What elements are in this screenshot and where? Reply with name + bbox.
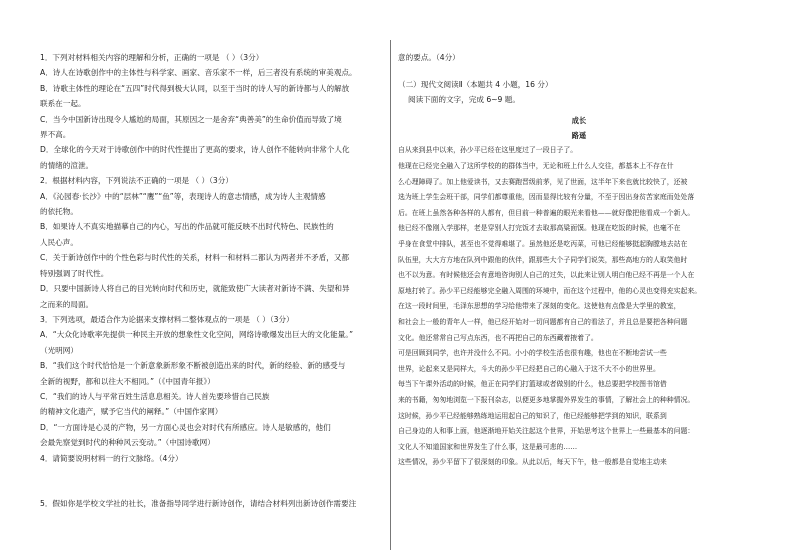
story-author: 路遥 (571, 131, 587, 141)
question-1-stem: 1．下列对材料相关内容的理解和分析，正确的一项是 （ ）（3分） (40, 53, 264, 62)
question-3-stem: 3．下列选项，最适合作为论据来支撑材料二整体观点的一项是 （ ）（3分） (40, 314, 294, 324)
question-1-option-b: B．诗歌主体性的理论在“五四”时代得到极大认同，以至于当时的诗人写的新诗都与人的解放 (40, 83, 350, 93)
story-line: 和社会上一般的青年人一样，他已经开始对一切问题都有自己的看法了，并且总是要把各种问题 (398, 317, 688, 326)
story-line: 自己身边的人和事上面，他逐渐地开始关注起这个世界，开始思考这个世界上一些最基本的问题： (398, 427, 695, 436)
story-line: 世界，论起来又是同样大，斗大的孙少平已经把自己的心融入于这不大不小的世界里。 (398, 364, 660, 373)
question-1-option-c-cont: 界不高。 (40, 130, 71, 140)
story-line: 么心理障碍了。加上他爱读书，又去赛跑晋级前茅，见了世面，这半年下来也就比较快了，还被 (398, 177, 688, 186)
question-3-option-a: A．“大众化诗歌率先提供一种民主开放的想象性文化空间，网络诗歌爆发出巨大的文化能量。” (40, 330, 354, 340)
question-3-option-d-cont: 会最先察觉到时代的种种风云变动。”（中国诗歌网） (40, 438, 215, 448)
question-3-option-c-cont: 的精神文化遗产，赋予它当代的阐释。”（中国作家网） (40, 407, 223, 417)
story-line: 乎身在食堂中排队，甚至也不觉得难堪了。虽然他还是吃丙菜，可他已经能够挺起胸膛地去站在 (398, 239, 688, 248)
question-3-option-b-cont: 全新的视野，都和以往大不相同。”（《中国青年报》） (40, 376, 215, 386)
story-line: 来的书籍，匆匆地浏览一下报刊杂志，以便更多地掌握外界发生的事情，了解社会上的种种情况。 (398, 395, 695, 404)
question-4-stem: 4．请简要说明材料一的行文脉络。（4分） (40, 453, 183, 463)
story-line: 这时候，孙少平已经能够熟练地运用起自己的知识了，他已经能够把学到的知识，联系到 (398, 411, 667, 420)
story-paragraph: 自从来到县中以来，孙少平已经在这里度过了一段日子了。 (398, 146, 578, 155)
answer-space-4 (40, 466, 382, 496)
story-line: 文化人不知道国家和世界发生了什么事，这是最可悲的…… (398, 442, 578, 451)
story-line: 原地打转了。孙少平已经能够完全融入周围的环境中，而在这个过程中，他的心灵也变得充实起来。 (398, 286, 702, 295)
question-3-option-d: D．“一方面诗是心灵的产物，另一方面心灵也会对时代有所感应。诗人是敏感的，他们 (40, 422, 331, 432)
question-2-option-b: B．如果诗人不真实地描摹自己的内心，写出的作品就可能反映不出时代特色、民族性的 (40, 222, 334, 232)
question-2-option-c: C．关于新诗创作中的个性色彩与时代性的关系，材料一和材料二都认为两者并不矛盾，又都 (40, 253, 350, 263)
story-line: 文化。他还常常自己写点东西，也不再把自己的东西藏着掖着了。 (398, 333, 598, 342)
question-3-option-c: C．“我们的诗人与平常百姓生活息息相关。诗人首先要珍惜自己民族 (40, 391, 270, 401)
question-1-option-b-cont: 联系在一起。 (40, 99, 86, 109)
story-line: 可是回顾到同学，也许并没什么不同。小小的学校生活也很有趣，他也在不断地尝试一些 (398, 349, 667, 358)
story-line: 他已经不像刚入学那样，老是穿别人打完饭才去取那高粱面馍。他现在吃饭的时候，也毫不在 (398, 224, 681, 233)
question-1-option-d: D．全球化的今天对于诗歌创作中的时代性提出了更高的要求，诗人创作不能转向非常个人化 (40, 145, 350, 155)
question-3-option-a-cont: （光明网） (40, 345, 78, 355)
question-2-option-a: A．《沁园春·长沙》中的“层林”“鹰”“鱼”等，表现诗人的意志情感，成为诗人主观情感 (40, 191, 326, 201)
question-2-option-c-cont: 特别强调了时代性。 (40, 268, 109, 278)
question-2-option-d-cont: 之而来的局面。 (40, 299, 94, 309)
story-line: 也不以为意。有时候他还会有意地咨询别人自己的过失，以此来让别人明白他已经不再是一个人在 (398, 271, 695, 280)
question-1-option-c: C．当今中国新诗出现令人尴尬的局面，其原因之一是舍弃“典善美”的生命价值而导致了境 (40, 114, 342, 124)
right-column (398, 50, 760, 471)
answer-space-5 (398, 65, 760, 77)
story-line: 每当下午课外活动的时候，他正在同学们打篮球或者做别的什么，他总要把学校图书馆借 (398, 380, 667, 389)
question-2-stem: 2．根据材料内容，下列说法不正确的一项是 （ ）（3分） (40, 176, 233, 186)
story-line: 这些情况，孙少平留下了很深刻的印象。从此以后，每天下午，他一般都是自觉地主动来 (398, 458, 667, 467)
question-2-option-a-cont: 的依托物。 (40, 207, 78, 217)
question-1-option-d-cont: 的情绪的渲泄。 (40, 160, 94, 170)
question-1-option-a: A．诗人在诗歌创作中的主体性与科学家、画家、音乐家不一样，后三者没有系统的审美观点。 (40, 68, 357, 78)
question-2-option-d: D．只要中国新诗人将自己的目光转向时代和历史，就能致使广大读者对新诗不满、失望和异 (40, 284, 350, 294)
story-line: 队伍里，大大方方地在队列中跟他的伙伴，跟那些大个子同学们说笑，那些高地方的人取笑他时 (398, 255, 688, 264)
question-5-stem: 5．假如你是学校文学社的社长，准备指导同学进行新诗创作，请结合材料列出新诗创作需要注 (40, 498, 357, 508)
column-divider (390, 40, 391, 550)
story-line: 在这一段时间里，毛泽东思想的学习给他带来了深刻的变化。这使他有点像是大学里的教室， (398, 302, 681, 311)
section-instructions: 阅读下面的文字，完成 6~9 题。 (408, 95, 520, 105)
question-3-option-b: B．“我们这个时代恰恰是一个新意象新形象不断被创造出来的时代，新的经验、新的感受与 (40, 361, 346, 371)
question-5-stem-cont: 意的要点。（4分） (398, 53, 460, 62)
story-line: 他现在已经完全融入了这所学校的的群体当中，无论和班上什么人交往，都基本上不存在什 (398, 162, 674, 170)
section-heading: （二）现代文阅读Ⅱ（本题共 4 小题，16 分） (398, 80, 553, 90)
left-column (40, 50, 382, 511)
question-2-option-b-cont: 人民心声。 (40, 237, 78, 247)
story-line: 后。在班上虽然各种各样的人都有，但目前一种普遍的眼光来看他——就好像把他看成一个新人。 (398, 208, 695, 217)
story-line: 选为班上学生会班干部，同学们都尊重他，因而显得比较有分量，不至于因出身贫苦家庭而处处落 (398, 193, 695, 202)
story-title: 成长 (571, 116, 587, 126)
